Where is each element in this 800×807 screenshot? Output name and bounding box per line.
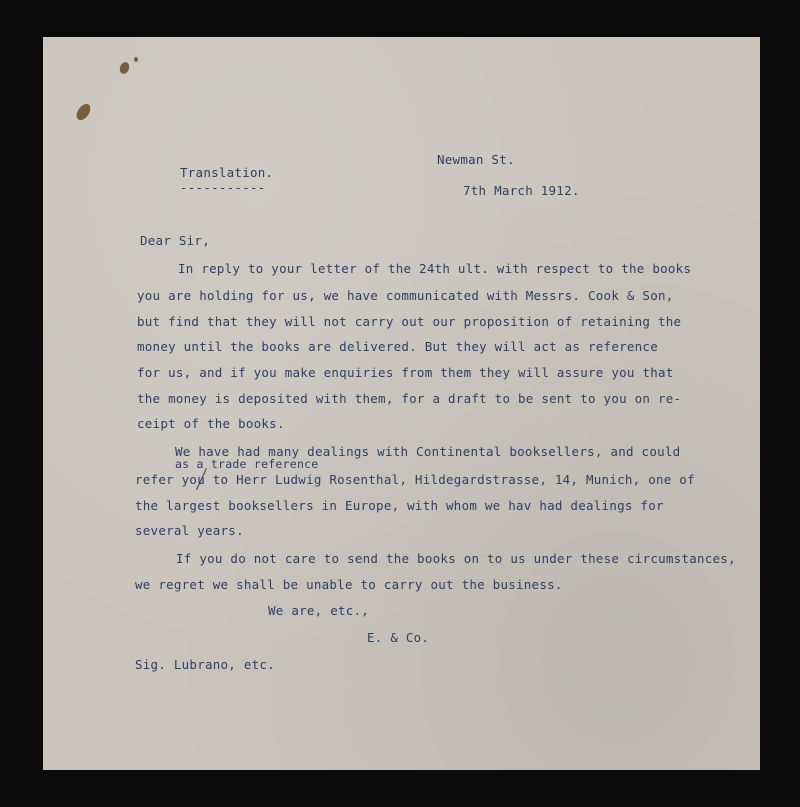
date: 7th March 1912. [463, 183, 580, 198]
salutation: Dear Sir, [140, 233, 210, 248]
body-line: several years. [135, 523, 244, 538]
body-line: ceipt of the books. [137, 416, 285, 431]
body-line: money until the books are delivered. But they will act as reference [137, 339, 658, 354]
body-line: but find that they will not carry out our proposition of retaining the [137, 314, 682, 329]
closing: We are, etc., [268, 603, 370, 618]
body-line: refer you to Herr Ludwig Rosenthal, Hildegardstrasse, 14, Munich, one of [135, 472, 695, 487]
body-line: the money is deposited with them, for a draft to be sent to you on re- [137, 391, 682, 406]
body-line: for us, and if you make enquiries from them they will assure you that [137, 365, 674, 380]
body-line: In reply to your letter of the 24th ult. with respect to the books [178, 261, 692, 276]
body-line: the largest booksellers in Europe, with whom we hav had dealings for [135, 498, 664, 513]
heading-underline: ----------- [180, 180, 266, 195]
body-line: you are holding for us, we have communicated with Messrs. Cook & Son, [137, 288, 674, 303]
body-line: We have had many dealings with Continental booksellers, and could [175, 444, 681, 459]
signature: E. & Co. [367, 630, 430, 645]
address: Newman St. [437, 152, 515, 167]
interlinear-insertion: as a trade reference [175, 457, 319, 471]
recipient: Sig. Lubrano, etc. [135, 657, 275, 672]
body-line: we regret we shall be unable to carry out the business. [135, 577, 563, 592]
body-line: If you do not care to send the books on to us under these circumstances, [176, 551, 736, 566]
stain-mark [134, 57, 138, 62]
heading: Translation. [180, 165, 274, 180]
